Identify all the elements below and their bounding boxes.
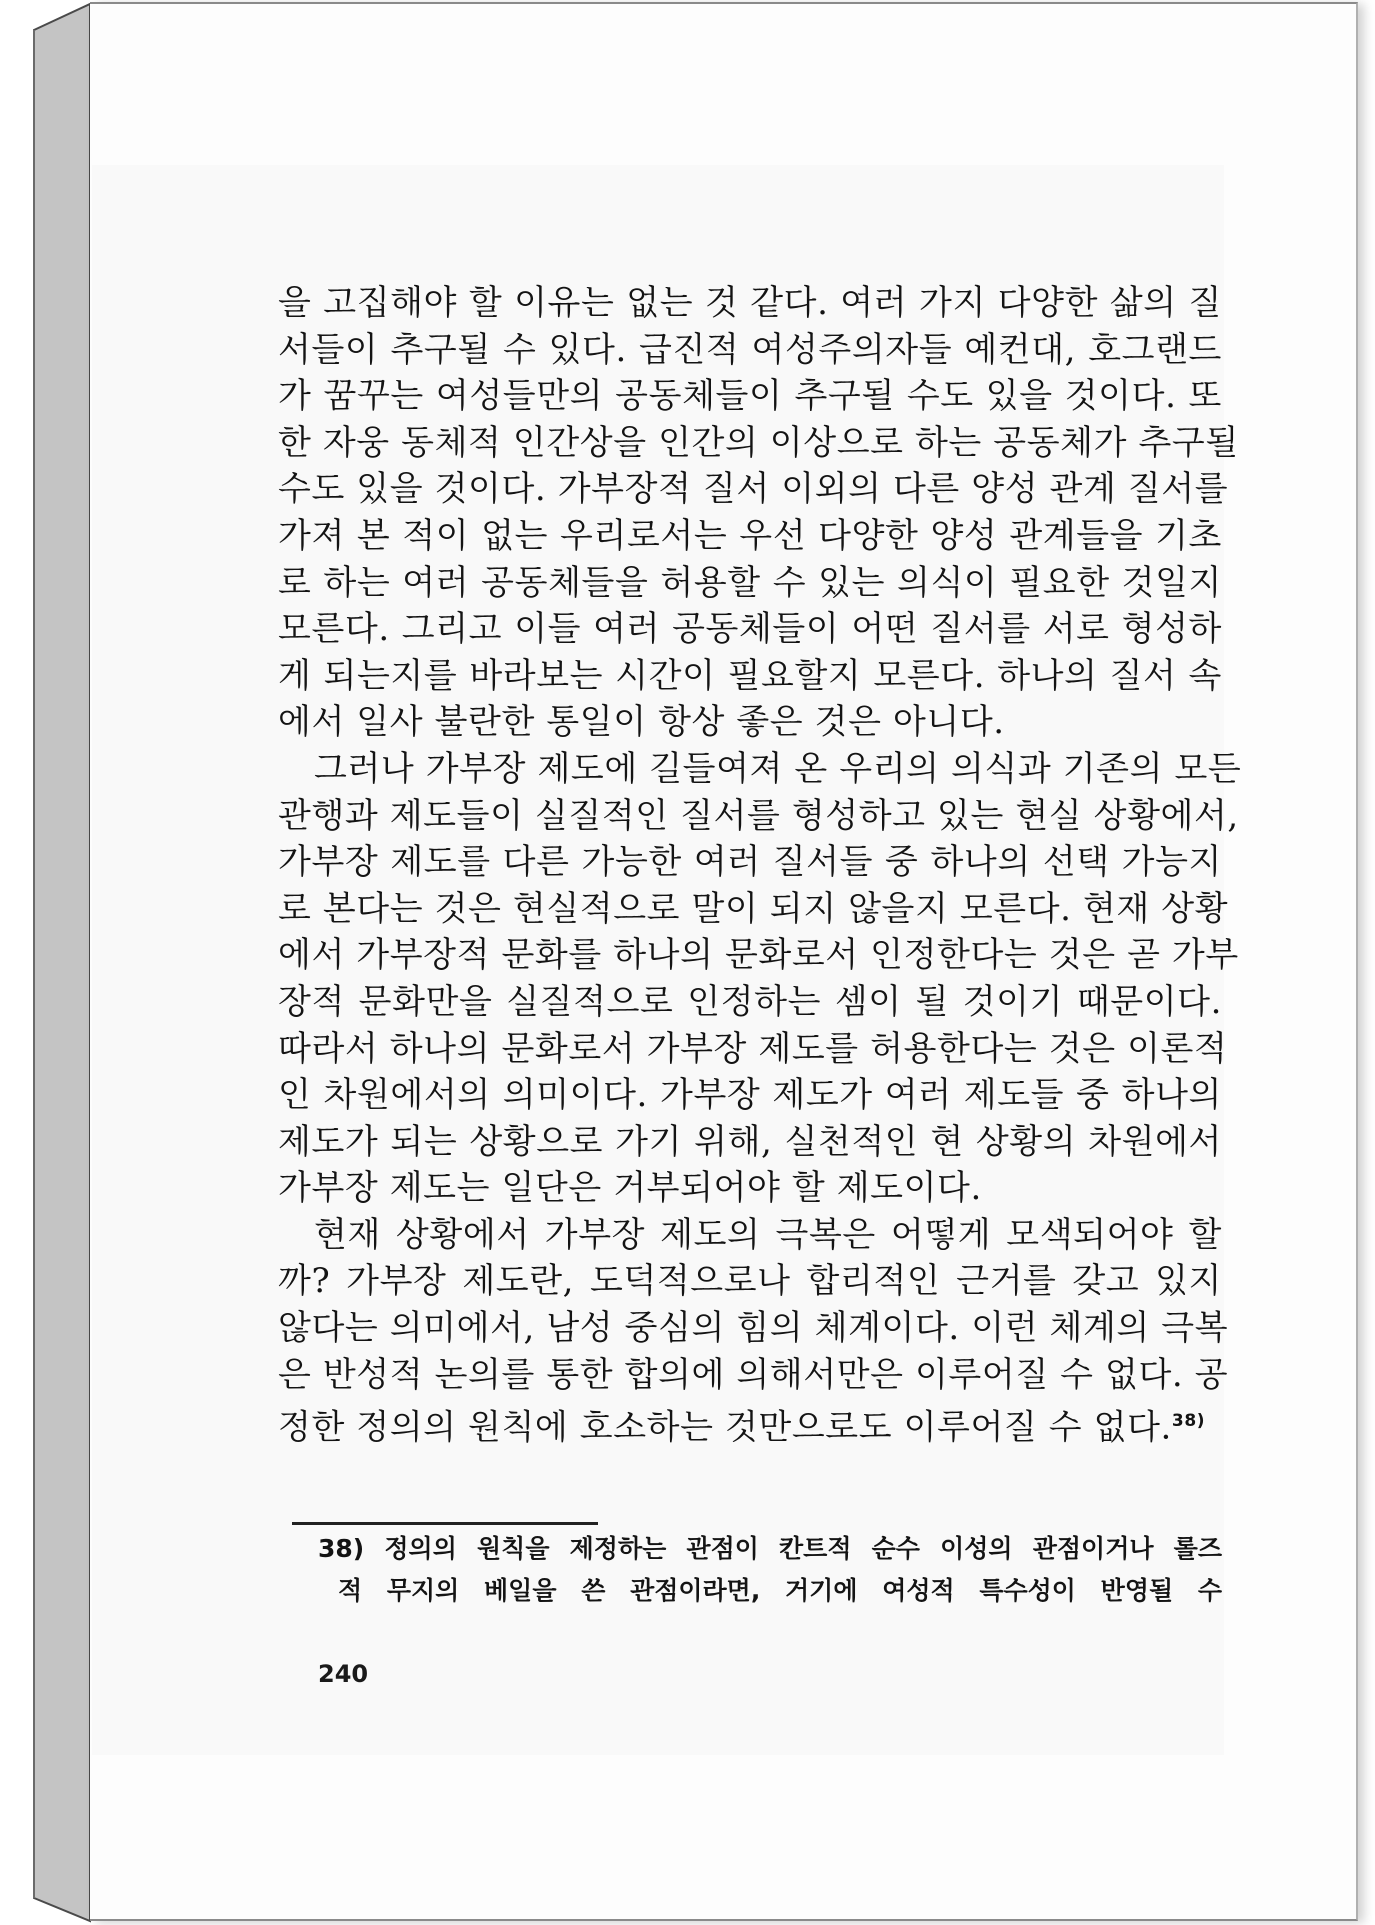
text-line: 에서 일사 불란한 통일이 항상 좋은 것은 아니다.	[278, 702, 1005, 743]
text-line: 까? 가부장 제도란, 도덕적으로나 합리적인 근거를 갖고 있지	[278, 1261, 1222, 1302]
text-line: 로 하는 여러 공동체들을 허용할 수 있는 의식이 필요한 것일지	[278, 562, 1222, 603]
text-line: 에서 가부장적 문화를 하나의 문화로서 인정한다는 것은 곧 가부	[278, 935, 1239, 976]
text-line: 모른다. 그리고 이들 여러 공동체들이 어떤 질서를 서로 형성하	[278, 609, 1222, 650]
text-line: 정한 정의의 원칙에 호소하는 것만으로도 이루어질 수 없다.$^{38)}$	[278, 1407, 1206, 1448]
footnote-line: 38) 정의의 원칙을 제정하는 관점이 칸트적 순수 이성의 관점이거나 롤즈	[318, 1534, 1222, 1563]
footnote-divider	[292, 1522, 598, 1525]
paragraph	[278, 1212, 1229, 1451]
text-line: 수도 있을 것이다. 가부장적 질서 이외의 다른 양성 관계 질서를	[278, 469, 1229, 510]
text-line: 관행과 제도들이 실질적인 질서를 형성하고 있는 현실 상황에서,	[278, 795, 1239, 836]
text-line: 장적 문화만을 실질적으로 인정하는 셈이 될 것이기 때문이다.	[278, 981, 1222, 1022]
text-line: 가져 본 적이 없는 우리로서는 우선 다양한 양성 관계들을 기초	[278, 515, 1222, 556]
footnote-reference: 38)	[1171, 1411, 1206, 1432]
body-text	[278, 280, 1242, 1451]
text-line: 않다는 의미에서, 남성 중심의 힘의 체계이다. 이런 체계의 극복	[278, 1308, 1229, 1349]
paragraph	[278, 746, 1242, 1212]
footnote	[318, 1528, 1222, 1612]
page-number: 240	[318, 1660, 369, 1688]
text-line: 가 꿈꾸는 여성들만의 공동체들이 추구될 수도 있을 것이다. 또	[278, 376, 1222, 417]
text-line: 게 되는지를 바라보는 시간이 필요할지 모른다. 하나의 질서 속	[278, 655, 1222, 696]
text-line: 로 본다는 것은 현실적으로 말이 되지 않을지 모른다. 현재 상황	[278, 888, 1229, 929]
book-spine	[0, 0, 100, 1925]
paragraph	[278, 280, 1239, 746]
text-line: 인 차원에서의 의미이다. 가부장 제도가 여러 제도들 중 하나의	[278, 1075, 1222, 1116]
text-line: 은 반성적 논의를 통한 합의에 의해서만은 이루어질 수 없다. 공	[278, 1354, 1229, 1395]
text-line: 그러나 가부장 제도에 길들여져 온 우리의 의식과 기존의 모든	[314, 748, 1242, 789]
text-line: 가부장 제도를 다른 가능한 여러 질서들 중 하나의 선택 가능지	[278, 842, 1222, 883]
text-line: 가부장 제도는 일단은 거부되어야 할 제도이다.	[278, 1168, 982, 1209]
text-line: 서들이 추구될 수 있다. 급진적 여성주의자들 예컨대, 호그랜드	[278, 329, 1222, 370]
footnote-line: 적 무지의 베일을 쓴 관점이라면, 거기에 여성적 특수성이 반영될 수	[338, 1576, 1222, 1605]
text-line: 을 고집해야 할 이유는 없는 것 같다. 여러 가지 다양한 삶의 질	[278, 283, 1222, 323]
text-line: 제도가 되는 상황으로 가기 위해, 실천적인 현 상황의 차원에서	[278, 1121, 1222, 1162]
text-line: 한 자웅 동체적 인간상을 인간의 이상으로 하는 공동체가 추구될	[278, 422, 1239, 463]
text-line: 현재 상황에서 가부장 제도의 극복은 어떻게 모색되어야 할	[314, 1214, 1222, 1255]
text-line: 따라서 하나의 문화로서 가부장 제도를 허용한다는 것은 이론적	[278, 1028, 1228, 1069]
